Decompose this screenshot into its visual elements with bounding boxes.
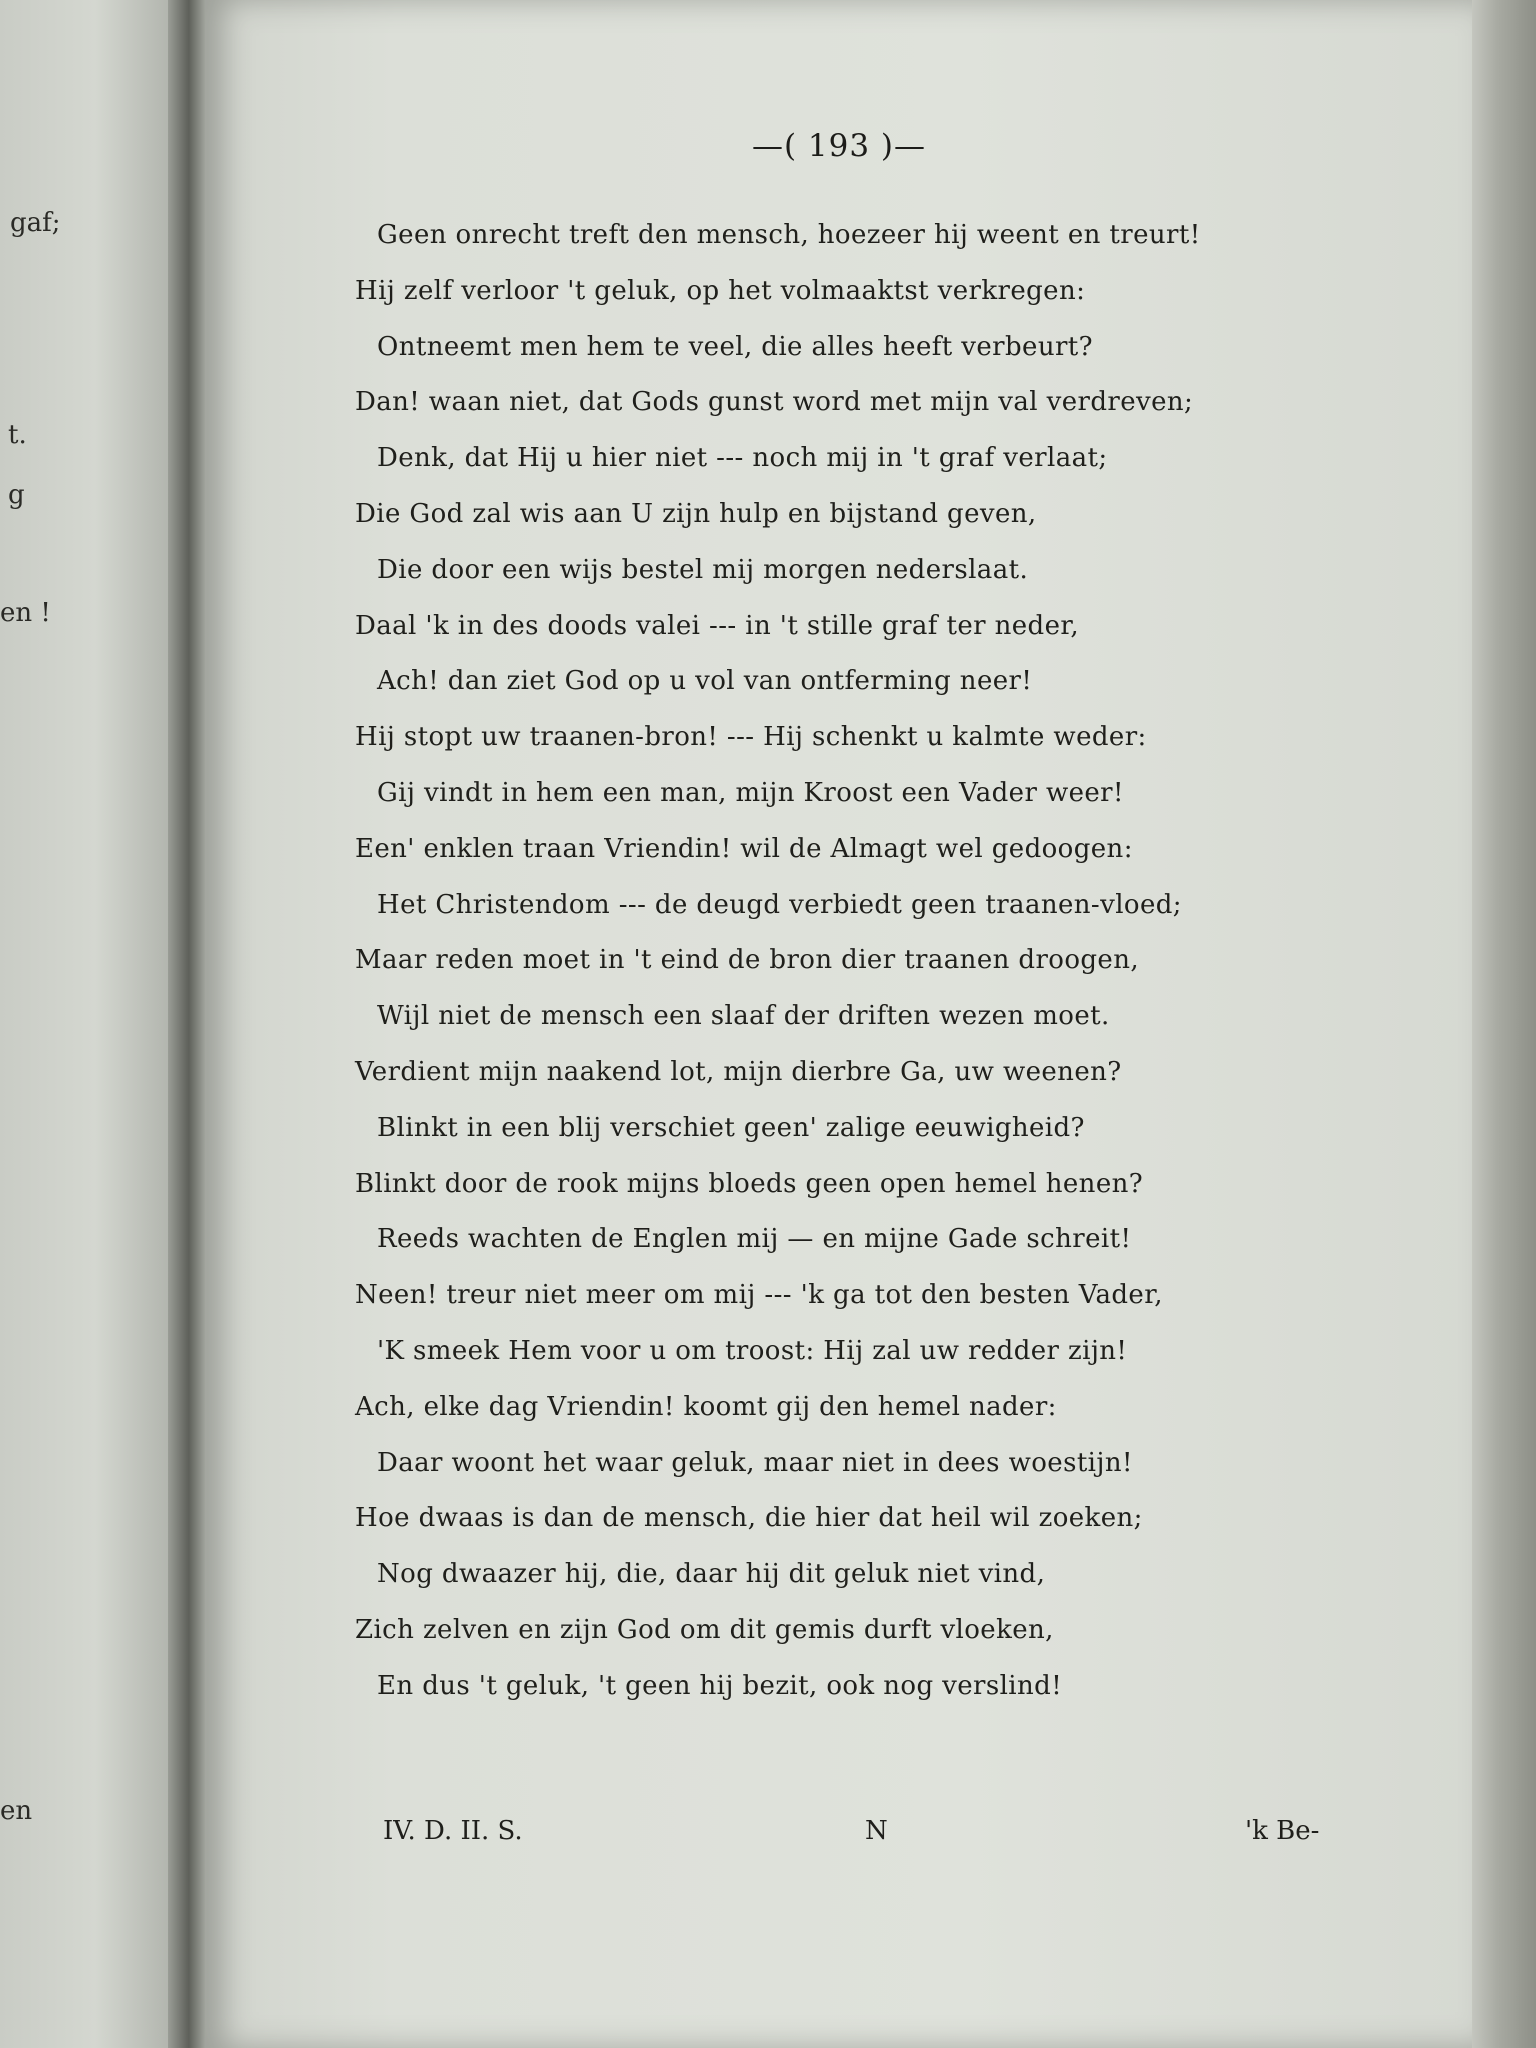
left-page-fragment: gaf; (10, 208, 61, 238)
poem-line: Dan! waan niet, dat Gods gunst word met mijn val verdreven; (355, 387, 1194, 418)
poem-text (355, 208, 1201, 1715)
poem-line: Een' enklen traan Vriendin! wil de Almagt wel gedoogen: (355, 833, 1133, 864)
poem-line: Wijl niet de mensch een slaaf der driften wezen moet. (377, 1001, 1110, 1032)
poem-line: Blinkt door de rook mijns bloeds geen open hemel henen? (355, 1168, 1144, 1199)
poem-line: Hij zelf verloor 't geluk, op het volmaaktst verkregen: (355, 275, 1086, 306)
poem-line: Blinkt in een blij verschiet geen' zalige eeuwigheid? (377, 1112, 1085, 1143)
left-page-fragment: g (8, 480, 25, 510)
poem-line: Ach, elke dag Vriendin! koomt gij den hemel nader: (355, 1391, 1057, 1422)
poem-line: Gij vindt in hem een man, mijn Kroost een Vader weer! (377, 777, 1124, 808)
poem-line: 'K smeek Hem voor u om troost: Hij zal uw redder zijn! (377, 1335, 1128, 1366)
left-page-fragment: en (0, 1796, 33, 1826)
poem-line: Het Christendom --- de deugd verbiedt geen traanen-vloed; (377, 889, 1182, 920)
poem-line: Die door een wijs bestel mij morgen nederslaat. (377, 554, 1029, 585)
right-page (205, 0, 1473, 2048)
poem-line: Verdient mijn naakend lot, mijn dierbre Ga, uw weenen? (355, 1056, 1122, 1087)
catchword: 'k Be- (1245, 1816, 1320, 1846)
poem-line: Daal 'k in des doods valei --- in 't stille graf ter neder, (355, 610, 1080, 641)
poem-line: En dus 't geluk, 't geen hij bezit, ook nog verslind! (377, 1670, 1063, 1701)
page-footer (205, 1816, 1473, 1856)
gathering-letter: N (865, 1816, 888, 1846)
poem-line: Ontneemt men hem te veel, die alles heeft verbeurt? (377, 331, 1093, 362)
poem-line: Maar reden moet in 't eind de bron dier traanen droogen, (355, 945, 1140, 976)
left-page (0, 0, 190, 2048)
poem-line: Die God zal wis aan U zijn hulp en bijstand geven, (355, 498, 1037, 529)
poem-line: Hij stopt uw traanen-bron! --- Hij schenkt u kalmte weder: (355, 722, 1147, 753)
poem-line: Daar woont het waar geluk, maar niet in dees woestijn! (377, 1447, 1133, 1478)
poem-line: Nog dwaazer hij, die, daar hij dit geluk niet vind, (377, 1559, 1046, 1590)
left-page-fragment: en ! (0, 598, 51, 628)
poem-line: Neen! treur niet meer om mij --- 'k ga tot den besten Vader, (355, 1280, 1163, 1311)
poem-line: Hoe dwaas is dan de mensch, die hier dat heil wil zoeken; (355, 1503, 1143, 1534)
page-number: —( 193 )— (751, 128, 927, 164)
poem-line: Zich zelven en zijn God om dit gemis durft vloeken, (355, 1614, 1054, 1645)
poem-line: Geen onrecht treft den mensch, hoezeer hij weent en treurt! (377, 220, 1201, 250)
poem-line: Reeds wachten de Englen mij — en mijne Gade schreit! (377, 1224, 1132, 1255)
signature-mark: IV. D. II. S. (383, 1816, 523, 1846)
page-edge (1472, 0, 1536, 2048)
poem-line: Ach! dan ziet God op u vol van ontferming neer! (377, 666, 1033, 697)
poem-line: Denk, dat Hij u hier niet --- noch mij in 't graf verlaat; (377, 443, 1108, 474)
left-page-fragment: t. (8, 420, 27, 450)
